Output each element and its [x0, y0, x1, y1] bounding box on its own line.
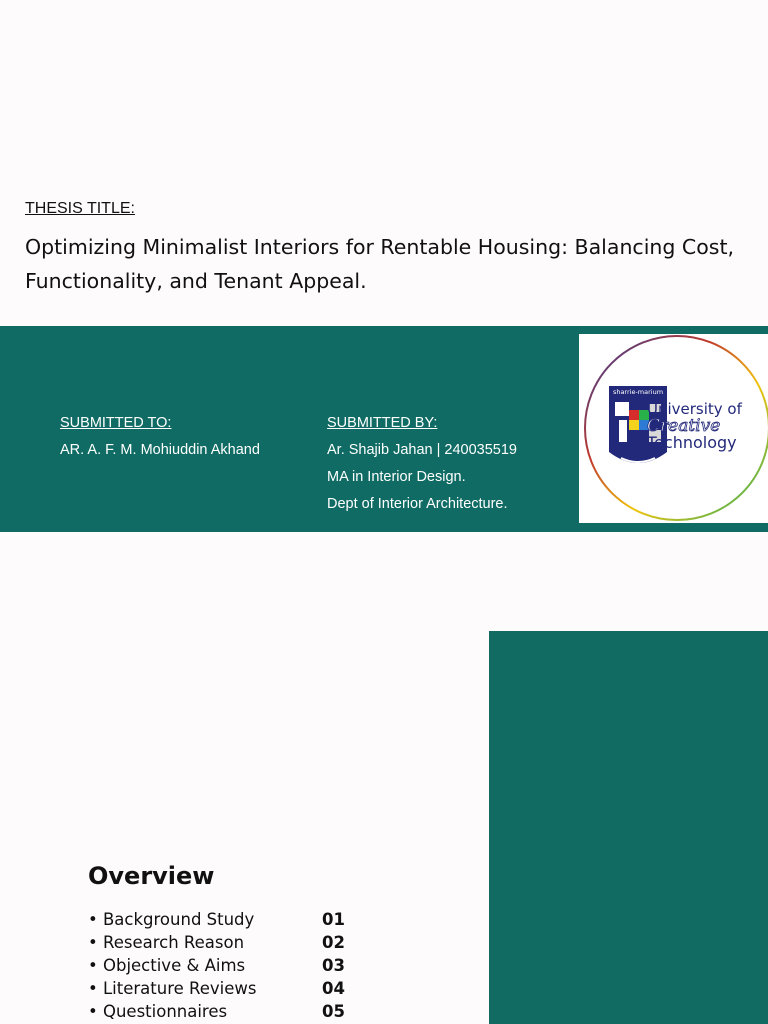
logo-line3: Technology [647, 433, 737, 452]
logo-line2: Creative [647, 416, 721, 436]
thesis-label: THESIS TITLE: [25, 200, 135, 217]
thesis-title: Optimizing Minimalist Interiors for Rentable Housing: Balancing Cost, Functionality, and Tenant Appeal. [25, 235, 735, 293]
overview-item-label: • Objective & Aims [88, 956, 246, 975]
university-crest-icon [579, 334, 768, 523]
logo-tagline: sharrie-marium [612, 388, 664, 396]
overview-item-number: 01 [322, 910, 345, 929]
list-item [88, 1000, 348, 1023]
list-item [88, 908, 348, 931]
overview-item-label: • Literature Reviews [88, 979, 257, 998]
student-name-id: Ar. Shajib Jahan | 240035519 [327, 442, 518, 458]
overview-item-label: • Background Study [88, 910, 255, 929]
student-program: MA in Interior Design. [327, 469, 466, 485]
submitted-by-section [327, 415, 517, 523]
list-item [88, 977, 348, 1000]
overview-title: Overview [88, 862, 215, 890]
submitted-to-section [60, 415, 260, 469]
supervisor-name: AR. A. F. M. Mohiuddin Akhand [60, 442, 260, 458]
overview-item-label: • Questionnaires [88, 1002, 228, 1021]
overview-list [88, 908, 348, 1023]
overview-item-number: 03 [322, 956, 345, 975]
student-dept: Dept of Interior Architecture. [327, 496, 508, 512]
university-logo [579, 334, 768, 523]
logo-line1: University of [647, 400, 742, 418]
overview-item-number: 05 [322, 1002, 345, 1021]
overview-item-number: 02 [322, 933, 345, 952]
submitted-to-heading: SUBMITTED TO: [60, 415, 172, 431]
decorative-green-block [489, 631, 768, 1024]
overview-item-label: • Research Reason [88, 933, 245, 952]
list-item [88, 954, 348, 977]
list-item [88, 931, 348, 954]
overview-item-number: 04 [322, 979, 345, 998]
submitted-by-heading: SUBMITTED BY: [327, 415, 438, 431]
